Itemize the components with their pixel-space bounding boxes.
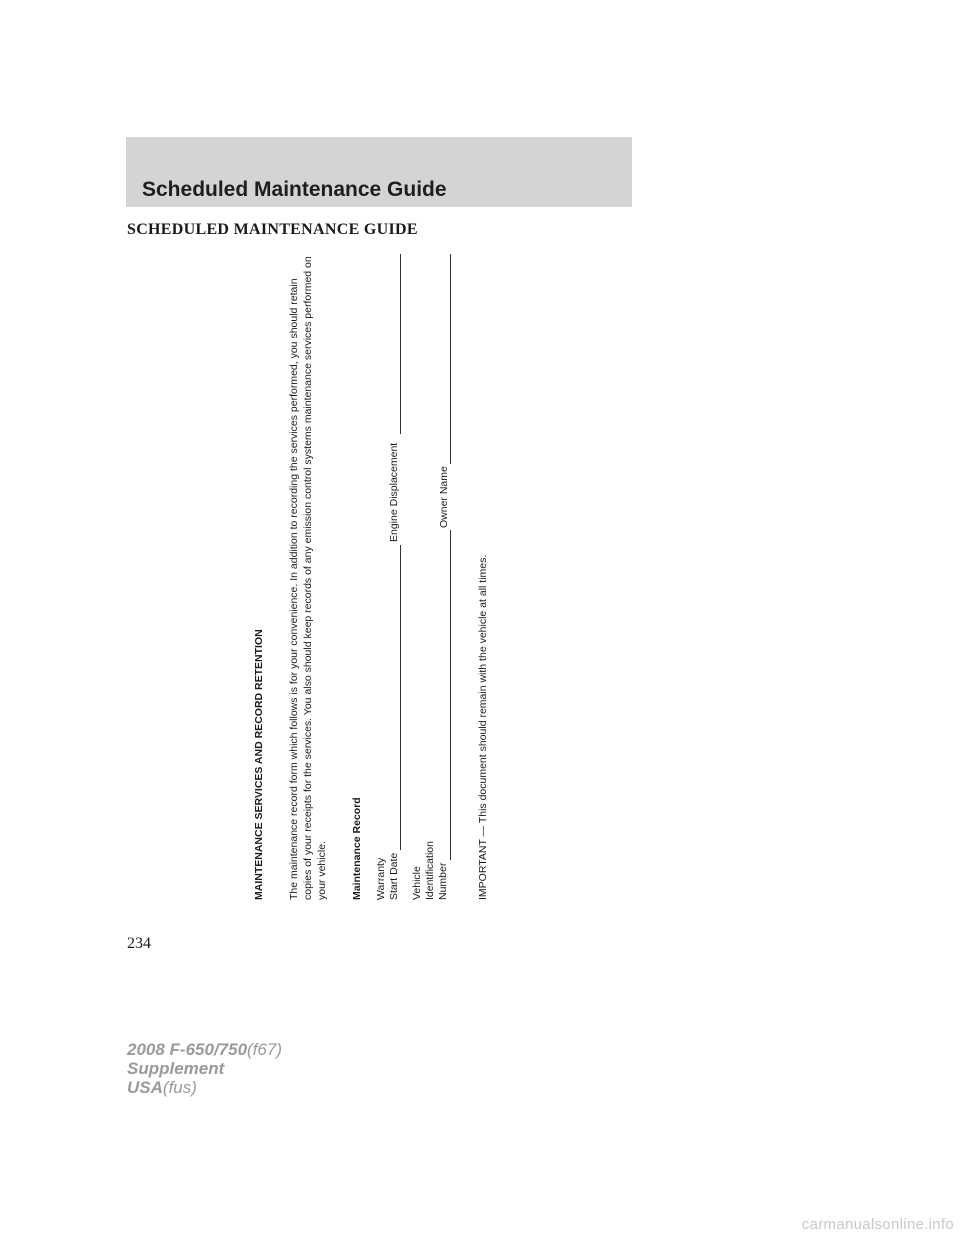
maintenance-record-title: Maintenance Record	[351, 797, 363, 900]
vin-label-line1: Vehicle	[411, 866, 423, 900]
warranty-label-line2: Start Date	[388, 852, 400, 900]
page-number: 234	[127, 935, 151, 952]
document-footer	[127, 1040, 282, 1097]
vin-label-line3: Number	[437, 862, 449, 900]
vin-label-line2: Identification	[424, 841, 436, 900]
footer-model-line	[127, 1040, 282, 1059]
page-header-title: Scheduled Maintenance Guide	[142, 178, 447, 201]
engine-displacement-field[interactable]	[400, 254, 401, 434]
section-heading: SCHEDULED MAINTENANCE GUIDE	[127, 221, 418, 238]
form-heading: MAINTENANCE SERVICES AND RECORD RETENTION	[253, 629, 265, 900]
footer-region-line	[127, 1078, 282, 1097]
footer-model: 2008 F-650/750	[127, 1040, 248, 1059]
footer-type: Supplement	[127, 1059, 225, 1078]
warranty-start-date-field[interactable]	[400, 545, 401, 850]
footer-model-code: (f67)	[247, 1040, 283, 1059]
engine-displacement-label: Engine Displacement	[388, 442, 400, 542]
important-notice: IMPORTANT — This document should remain with the vehicle at all times.	[477, 554, 489, 900]
footer-region-code: (fus)	[162, 1078, 197, 1097]
form-intro-paragraph: The maintenance record form which follows is for your convenience. In addition to recording the services performed, you should retain copies of your receipts for the services. You also should keep records of any emission control systems maintenance services performed on your vehicle.	[288, 256, 328, 900]
vin-label	[411, 841, 450, 900]
maintenance-record-form	[253, 200, 493, 900]
warranty-label-line1: Warranty	[375, 857, 387, 900]
warranty-label	[375, 853, 401, 900]
footer-region: USA	[127, 1078, 163, 1097]
watermark: carmanualsonline.info	[801, 1216, 954, 1233]
owner-name-label: Owner Name	[438, 466, 450, 528]
vin-field[interactable]	[450, 530, 451, 860]
owner-name-field[interactable]	[450, 254, 451, 464]
